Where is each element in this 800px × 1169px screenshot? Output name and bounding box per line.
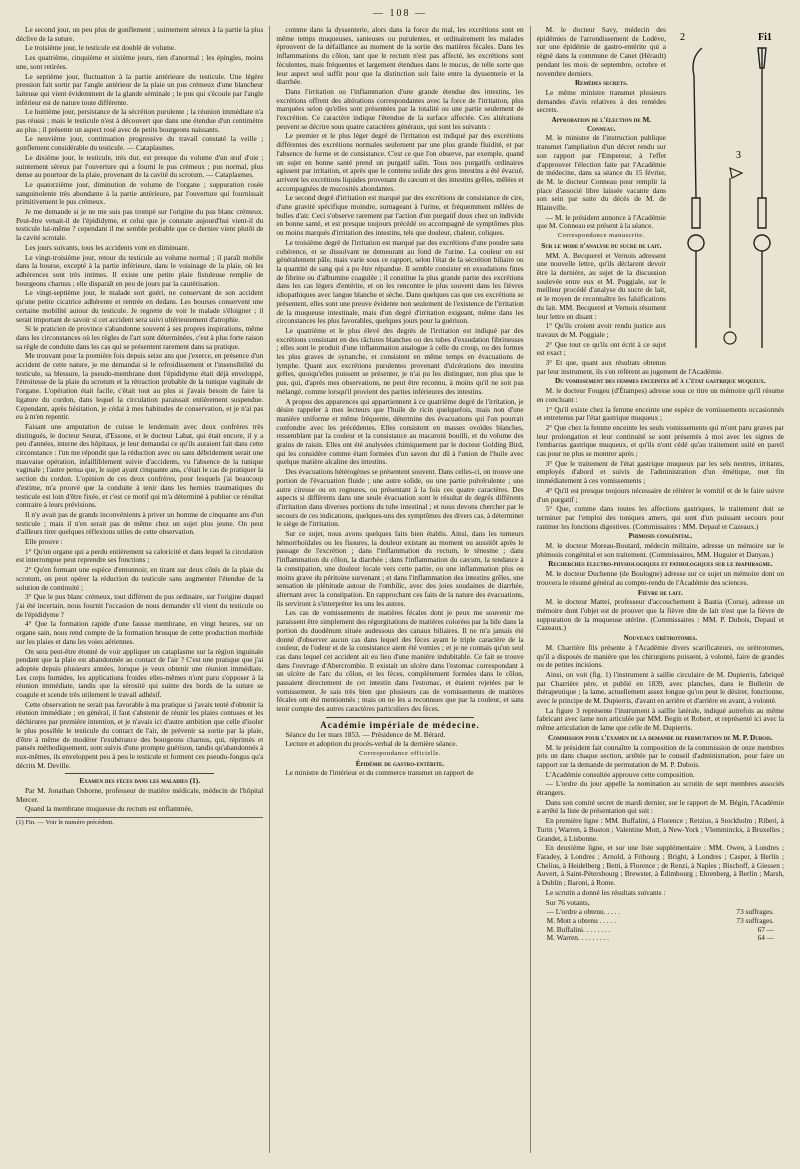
paragraph: Si le praticien de province s'abandonne souvent à ses propres inspirations, même dans les circonstances où les règles de l'art sont déterminées, c'est à plus forte raison sa règle de conduite dans les cas qui se présentent rarement dans sa pratique. (16, 324, 264, 351)
footnote: (1) Fin. — Voir le numéro précédent. (16, 817, 263, 828)
subheading: Approbation de l'élection de M. Conneau. (551, 116, 652, 133)
instrument-drawing-2 (688, 48, 704, 348)
page-number: — 108 — (373, 8, 427, 19)
paragraph: Quand la membrane muqueuse du rectum est enflammée, (25, 804, 193, 814)
column-left (10, 26, 270, 1153)
paragraph: M. le docteur Duchenne (de Boulogne) adresse sur ce sujet un mémoire dont on trouvera le résumé général au compte-rendu de l'Académie des sciences. (536, 569, 784, 587)
newspaper-page (10, 8, 790, 1153)
paragraph: Le septième jour, fluctuation à la partie antérieure du testicule. Une légère pression fait sortir par l'angle antérieur de la plaie un pus crémeux d'une blancheur laiteuse qui vient évidemment de la glande séminale ; le pus qui s'écoule par l'angle inférieur est de nature toute différente. (16, 71, 264, 107)
paragraph: Cette observation ne serait pas favorable à ma pratique si j'avais tenté d'obtenir la réunion immédiate ; en général, il faut s'abstenir de réunir les plaies contuses et les déchirures par première intention, et je n'avais ici d'autre ambition que celle d'isoler le plus possible le testicule du contact de l'air, de prévenir sa sortie par la plaie, d'être à même de modérer l'exubérance des bourgeons charnus, qui, réprimés et pansés méthodiquement, sont suivis d'une prompte guérison, tandis qu'abandonnés à eux-mêmes, ils enveloppent peu à peu le testicule et forment ces pseudo-fongus qu'a décrits M. Deville. (16, 699, 264, 770)
voter-name: M. Mott a obtenu . . . . . (546, 915, 616, 925)
fig3-label: 3 (735, 150, 741, 161)
paragraph: Le scrutin a donné les résultats suivants : (545, 887, 666, 897)
subheading: Correspondance manuscrite. (557, 232, 645, 240)
column-middle (270, 26, 530, 1153)
subheading: Remèdes secrets. (574, 79, 628, 88)
minutes-line: Lecture et adoption du procès-verbal de la dernière séance. (285, 739, 458, 749)
paragraph: Dans l'irritation ou l'inflammation d'une grande étendue des intestins, les excrétions offrent des altérations correspondantes avec la force de l'irritation, plus marquées selon qu'elles sont présentées par la totalité ou une partie seulement de l'excrétion. Ce caractère indique l'étendue de la surface affectée. Ces altérations peuvent se décrire sous quatre caractères généraux, qui sont les suivants : (276, 86, 524, 131)
subheading: Commission pour l'examen de la demande de permutation de M. P. Dubois. (548, 733, 773, 742)
paragraph: 1° Qu'un organe qui a perdu entièrement sa caloricité et dans lequel la circulation est interrompue peut reprendre ses fonctions ; (16, 546, 264, 565)
paragraph: 4° Qu'il est presque toujours nécessaire de réitérer le vomitif et de le faire suivre d'un purgatif ; (536, 485, 784, 504)
subheading: Correspondance officielle. (359, 749, 441, 757)
paragraph: Des évacuations hétérogènes se présentent souvent. Dans celles-ci, on trouve une portion de l'évacuation fluide ; une autre solide, ou une partie pulvérulente ; une autre cireuse ou en rognures, ou présentant à la fois ces quatre caractères. Des aspects si différents dans une seule évacuation sont le résultat de degrés différents d'irritation dans diverses portions du tube intestinal ; et nous devons chercher par le secours de ces indications, quelques-uns des symptômes des divers cas, à déterminer le siège de l'irritation. (276, 467, 524, 529)
paragraph: 3° Et que, quant aux résultats obtenus par leur instrument, ils s'en réfèrent au jugement de l'Académie. (536, 358, 724, 376)
columns (10, 26, 790, 1153)
paragraph: L'Académie consultée approuve cette composition. (545, 769, 695, 779)
urethrotome-figure (672, 28, 784, 358)
column-right (531, 26, 790, 1153)
vote-count: 73 suffrages. (736, 915, 774, 925)
subheading: Recherches électro-physiologiques et pathologiques sur le diaphragme. (548, 560, 773, 569)
paragraph: 4° Que la formation rapide d'une fausse membrane, en vingt heures, sur un organe sain, nous rend compte de la formation brusque de cette production morbide sur les plaies et dans les voies aériennes. (16, 619, 264, 646)
paragraph: — M. le président annonce à l'Académie que M. Conneau est présent à la séance. (536, 212, 666, 231)
paragraph: Sur ce sujet, nous avons quelques faits bien établis. Ainsi, dans les tumeurs hémorrhoïdales ou les fissures, la douleur existant au moment ou aussitôt après le passage de l'excrétion ; dans l'inflammation du rectum, le ténesme ; dans l'inflammation du côlon, la diarrhée ; dans l'inflammation du cæcum, la tendance à la constipation, une douleur locale vers cette partie, ou une inflammation plus ou moins grave du péritoine survenant ; et dans l'inflammation des intestins grêles, une sensation de plénitude autour de l'ombilic, avec des joies soudaines de diarrhée, alternant avec la constipation. En rapprochant ces faits de la nature des évacuations, ils serviront à s'interpréter les uns les autres. (276, 529, 524, 608)
fig2-label: 2 (679, 32, 685, 43)
paragraph: Je me demande si je ne me suis pas trompé sur l'origine du pus blanc crémeux. Peut-être venait-il de l'épididyme, et celui que je constate aujourd'hui vient-il du testicule lui-même ? cependant il me semble probable que ce dernier vient plutôt de la cavité scrotale. (16, 207, 264, 243)
paragraph: 1° Qu'ils croient avoir rendu justice aux travaux de M. Poggiale ; (536, 321, 666, 339)
vote-count: 67 — (757, 924, 774, 934)
voter-name: M. Buffalini. . . . . . . . (546, 924, 611, 934)
paragraph: Le premier et le plus léger degré de l'irritation est indiqué par des excrétions différentes des excrétions normales seulement par une plus grande fluidité, et par l'absence de forme et de consistance. C'est ce que l'on observe, par exemple, quand un sujet en bonne santé prend un purgatif salin. Tous nos purgatifs ordinaires agissent par irritation, et après que le contenu solide des gros intestins a été évacué, arrivent les excrétions liquides provenant du cæcum et des intestins grêles, mêlées et accompagnées de mucosités abondantes. (276, 131, 524, 193)
paragraph: Le vingt-troisième jour, retour du testicule au volume normal ; il paraît mobile dans la bourse, excepté à la partie inférieure, dans le voisinage de la plaie, où les adhérences sont très intimes. Il existe une petite plaie fistuleuse remplie de bourgeons charnus ; elle disparaît en peu de jours par la cautérisation. (16, 252, 264, 288)
academy-title: Académie impériale de médecine. (320, 719, 480, 730)
vote-count: 64 — (757, 933, 774, 943)
paragraph: Me trouvant pour la première fois depuis seize ans que j'exerce, en présence d'un accident de cette nature, je me demandai si le refroidissement et l'insensibilité du testicule, sa blessure, la pseudo-membrane dont l'épididyme était déjà enveloppé, l'étroitesse de la plaie du scrotum et la rétraction probable de la tunique vaginale de l'organe. L'opération était facile, c'était tout au plus si j'avais besoin de faire la ligature du cordon, dans lequel la circulation paraissait entièrement suspendue. Cependant, après hésitation, je cédai à mes habitudes de conservation, et je n'ai pas eu à m'en repentir. (16, 351, 264, 422)
paragraph: La figure 3 représente l'instrument à saillie latérale, indiqué autrefois au même fabricant avec lame non articulée par MM. Begin et Robert, et représenté ici avec la même articulation de lame que celle de M. Dupierris. (536, 705, 784, 733)
paragraph: 3° Que le pus blanc crémeux, tout différent du pus ordinaire, sur l'origine duquel j'ai été incertain, nous fournit l'occasion de nous demander s'il vient du testicule ou de l'épididyme ? (16, 592, 264, 619)
paragraph: Elle prouve : (25, 537, 63, 547)
paragraph: Le troisième degré de l'irritation est marqué par des excrétions d'une poudre sans cohérence, et se dissolvant ne demeurant au fond de l'urine. La couleur en est généralement pâle, mais varie sous ce rapport, selon l'état de la sécrétion biliaire ou la quantité de sang qui a pu être répandue. Il semble consister en exsudations fines de fibrine ou d'albumine coagulée ; il constitue la plus grande partie des excrétions dans les cas légers d'entérite, et on les rencontre le plus souvent dans les fièvres idiopathiques avec langue blanche et sèche. Dans quelques cas que ces excrétions se présentent, elles sont une preuve évidente non seulement de l'existence de l'irritation de la muqueuse intestinale, mais d'un degré d'irritation exigeant, même dans les circonstances les plus favorables, quelques jours pour la guérison. (276, 237, 524, 326)
section-rule (326, 717, 474, 718)
paragraph: comme dans la dyssenterie, alors dans la force du mal, les excrétions sont en même temps muqueuses, sanieuses ou purulentes, et ordinairement les malades éprouvent de la défaillance au moment de la sortie des matières fécales. Dans les inflammations du côlon, tant que le rectum n'est pas affecté, les excrétions sont féculentes, mais fréquentes et largement étendues dans le mucus, de telle sorte que leur aspect seul suffit pour que la distinction soit faite entre la dyssenterie et la diarrhée. (276, 26, 524, 87)
section-rule (65, 773, 213, 774)
subheading: Du vomissement des femmes enceintes dû à l'état gastrique muqueux. (554, 377, 766, 386)
session-line: Séance du 1er mars 1853. — Présidence de M. Bérard. (285, 729, 446, 739)
subheading: Phimosis congénital. (628, 532, 693, 541)
paragraph: M. le ministre de l'instruction publique transmet l'ampliation d'un décret rendu sur son rapport par l'Empereur, à l'effet d'approuver l'élection faite par l'Académie de médecine, dans sa séance du 15 février, de M. le docteur Conneau pour remplir la place d'associé libre laissée vacante dans son sein par suite du décès de M. de Blainville. (536, 133, 666, 213)
paragraph: Les jours suivants, tous les accidents vont en diminuant. (25, 242, 190, 252)
paragraph: Le ministre de l'intérieur et du commerce transmet un rapport de (285, 768, 474, 778)
paragraph: Le dixième jour, le testicule, très dur, est presque du volume d'un œuf d'oie ; suintement séreux par l'ouverture qui a fourni le pus crémeux ; pus normal, plus dense au pourtour de la plaie, provenant de la cavité du scrotum. — Cataplasmes. (16, 152, 264, 180)
paragraph: Dans son comité secret de mardi dernier, sur le rapport de M. Bégin, l'Académie a arrêté la liste de présentation qui suit : (536, 797, 784, 816)
paragraph: 2° Qu'en formant une espèce d'entonnoir, en tirant sur deux côtés de la plaie du scrotum, on peut opérer la réduction du testicule sans augmenter l'étendue de la solution de continuité ; (16, 565, 264, 592)
paragraph: M. le docteur Savy, médecin des épidémies de l'arrondissement de Lodève, sur une épidémie de gastro-entérite qui a régné dans la commune de Canet (Hérault) pendant les mois de septembre, octobre et novembre derniers. (536, 26, 666, 78)
paragraph: Le second jour, un peu plus de gonflement ; suintement séreux à la partie la plus déclive de la suture. (16, 26, 264, 43)
voter-name: — L'ordre a obtenu. . . . . (546, 907, 621, 917)
instrument-drawing-3 (724, 168, 742, 344)
paragraph: M. le docteur Moreau-Boutard, médecin militaire, adresse un mémoire sur le phimosis congénital et son traitement. (Commissaires, MM. Huguier et Danyau.) (536, 541, 784, 559)
paragraph: Sur 76 votants, (545, 897, 590, 907)
section-intro: Par M. Jonathan Osborne, professeur de matière médicale, médecin de l'hôpital Mercer. (16, 786, 264, 804)
subheading: Nouveaux urétrotomes. (623, 634, 698, 643)
vote-results (537, 908, 784, 943)
paragraph: Le quatorzième jour, diminution de volume de l'organe ; suppuration rosée sanguinolente très abondante à la partie antérieure, par l'ouverture qui fournissait primitivement le pus crémeux. (16, 179, 264, 207)
paragraph: Le vingt-septième jour, le malade sort guéri, ne conservant de son accident qu'une petite cicatrice adhérente et rentrée en dedans. Les bourses conservent une certaine mobilité autour du testicule. Je regrette de voir le malade s'éloigner ; il serait important de savoir si cet accident sera suivi ultérieurement d'atrophie. (16, 288, 264, 324)
paragraph: En première ligne : MM. Buffalini, à Florence ; Retzius, à Stockholm ; Riberi, à Turin ; Warren, à Boston ; Valentine Mott, à New-York ; Vlemminckx, à Bruxelles ; Grandet, à Lisbonne. (536, 816, 784, 843)
fig1-label: Fi1 (757, 32, 772, 43)
paragraph: Il n'y avait pas de grands inconvénients à priver un homme de cinquante ans d'un testicule ; mais il n'en serait pas de même chez un sujet plus jeune. On peut d'ailleurs tirer quelques réflexions utiles de cette observation. (16, 509, 264, 537)
vote-count: 73 suffrages. (736, 907, 774, 917)
paragraph: M. Charrière fils présente à l'Académie divers scarificateurs, ou urétrotomes, qu'il a disposés de manière que les chirurgiens puissent, à volonté, faire de grandes ou de petites incisions. (536, 642, 784, 670)
paragraph: 5° Que, comme dans toutes les affections gastriques, le traitement doit se terminer par l'emploi des toniques amers, qui sont d'un puissant secours pour ranimer les fonctions digestives. (Commissaires : MM. Depaul et Cazeaux.) (536, 504, 784, 531)
paragraph: A propos des apparences qui appartiennent à ce quatrième degré de l'irritation, je désire rappeler à mes lecteurs que l'huile de ricin quelquefois, mais non d'une manière uniforme et même fréquente, détermine des évacuations qui l'on pourrait confondre avec les précédentes. Elles consistent en masses ovoïdes blanches, ressemblant par la couleur et la consistance au macaroni bouilli, et du volume des grains de raisin. Elles ont été analysées chimiquement par le docteur Golding Bird, qui les considère comme étant formées d'un savon dur dû à l'union de l'huile avec quelque matière alcaline des intestins. (276, 396, 524, 467)
paragraph: Le neuvième jour, continuation progressive du travail constaté la veille ; gonflement considérable du testicule. — Cataplasmes. (16, 134, 264, 153)
paragraph: Les quatrième, cinquième et sixième jours, rien d'anormal ; les épingles, moins une, sont retirées. (16, 53, 264, 71)
paragraph: MM. A. Becquerel et Vernois adressent une nouvelle lettre, qu'ils déclarent devoir être la dernière, au sujet de la discussion soulevée entre eux et M. Poggiale, sur le meilleur procédé d'analyse du sucre de lait, et le moyen de reconnaître les falsifications du lait. MM. Becquerel et Vernois résument leur lettre en disant : (536, 250, 666, 321)
paragraph: Ainsi, on voit (fig. 1) l'instrument à saillie circulaire de M. Dupierris, fabriqué par Charrière père, et publié en 1839, avec planches, dans le Bulletin de thérapeutique ; la lame, actuellement assez longue qu'on peut le désirer, fonctionne, avec le principe de M. Dupierris, d'avant en arrière et d'arrière en avant, à volonté. (536, 669, 784, 706)
paragraph: — L'ordre du jour appelle la nomination au scrutin de sept membres associés étrangers. (536, 779, 784, 798)
subheading: Sur le mode d'analyse du sucre de lait. (541, 241, 662, 250)
subheading: Fièvre de lait. (637, 588, 683, 597)
paragraph: 3° Que le traitement de l'état gastrique muqueux par les sels neutres, irritants, employés d'abord et suivis de l'administration d'un émétique, met fin immédiatement à ces vomissements ; (536, 458, 784, 486)
paragraph: M. le président fait connaître la composition de la commission de onze membres pris un dans chaque section, arrêtée par le conseil d'administration, pour faire un rapport sur la demande de permutation de M. P. Dubois. (536, 742, 784, 769)
paragraph: Le troisième jour, le testicule est doublé de volume. (25, 43, 176, 53)
paragraph: M. le docteur Fougeu (d'Étampes) adresse sous ce titre un mémoire qu'il résume en concluant : (536, 386, 784, 404)
instrument-drawing-1 (754, 48, 770, 348)
paragraph: Le même ministre transmet plusieurs demandes d'avis relatives à des remèdes secrets. (536, 87, 666, 115)
paragraph: M. le docteur Mattei, professeur d'accouchement à Bastia (Corse), adresse un mémoire dont l'objet est de prouver que la fièvre dite de lait n'est que la fièvre de suppuration de la muqueuse utérine. (Commissaires : MM. P. Dubois, Depaul et Cazeaux.) (536, 597, 784, 633)
paragraph: 1° Qu'il existe chez la femme enceinte une espèce de vomissements occasionnés et entretenus par l'état gastrique muqueux ; (536, 404, 784, 423)
voter-name: M. Warren. . . . . . . . . (546, 933, 609, 943)
paragraph: Le quatrième et le plus élevé des degrés de l'irritation est indiqué par des excrétions consistant en des râclures blanches ou des tubes d'exsudation fibrineuses ; elles sont le produit d'une inflammation analogue à celle du croup, ou des formes les plus graves de synanche, et consistent en même temps en évacuations de lymphe. Quant aux excrétions purulentes provenant d'ulcérations des intestins grêles, quoiqu'elles puissent se présenter, je n'ai pu les distinguer, non plus que le pus, qui, d'après mes observations, ne peut être reconnu, à moins qu'il ne soit pas mélangé, comme lorsqu'il provient des parties inférieures des intestins. (276, 325, 524, 396)
paragraph: Le huitième jour, persistance de la sécrétion purulente ; la réunion immédiate n'a pas réussi ; mais le testicule n'est à découvert que dans une étendue d'un centimètre au plus ; il présente un aspect rosé avec de petits bourgeons naissants. (16, 107, 264, 134)
section-heading: Examen des fèces dans les maladies (1). (79, 777, 200, 786)
subheading: Épidémie de gastro-entérite. (355, 759, 445, 768)
paragraph: On sera peut-être étonné de voir appliquer un cataplasme sur la région inguinale pendant que la plaie est abandonnée au contact de l'air ? C'est une pratique que j'ai adoptée depuis plusieurs années, lorsque je veux obtenir une réunion immédiate. Les corps humides, les applications froides elles-mêmes n'ont paru s'opposer à la réunion immédiate, tandis que la sérosité qui suinte des bords de la suture se coagule et scende très utilement le travail adhésif. (16, 646, 264, 700)
paragraph: Faisant une amputation de cuisse le lendemain avec deux confrères très distingués, le docteur Seurat, d'Essone, et le docteur Labat, qui était encore, il y a peu d'années, interne des hôpitaux, je leur demandai ce qu'ils auraient fait dans cette circonstance : l'un me répondit que la réduction avec ou sans débridement serait une mauvaise opération, infailliblement suivie d'accidents, vu l'absence de la tunique vaginale ; l'autre pensa que, le sujet ayant cinquante ans, c'était le cas de pratiquer la section du cordon. L'opinion de ces deux confrères, pour lesquels j'ai beaucoup d'estime, m'a prouvé que la conduite à tenir dans les hernies traumatiques du testicule est loin d'être fixée, et c'est ce motif qui m'a déterminé à publier ce résultat contraire à leurs prévisions. (16, 421, 264, 510)
paragraph: Le second degré d'irritation est marqué par des excrétions de consistance de cire, d'une gravité spécifique moindre, surnageant à l'urine, et fréquemment mêlées de bulles d'air. Ceci s'observe rarement par l'action d'un purgatif doux chez un individu en bonne santé, et est presque toujours précédé ou accompagné de symptômes plus ou moins marqués d'irritation des intestins, tels que douleur, chaleur, coliques. (276, 193, 524, 238)
paragraph: En deuxième ligne, et sur une liste supplémentaire : MM. Owen, à Londres ; Faradey, à Londres ; Arnold, à Fribourg ; Bright, à Londres ; Casper, à Berlin ; Chelius, à Heidelberg ; Betti, à Florence ; de Renzi, à Naples ; Bischoff, à Giessen ; Auvert, à Saint-Pétersbourg ; Brewster, à Édimbourg ; Ehrenberg, à Berlin ; Marsh, à Dublin ; Baroni, à Rome. (536, 843, 784, 888)
paragraph: 2° Que tout ce qu'ils ont écrit à ce sujet est exact ; (536, 339, 666, 358)
vote-row (537, 934, 784, 943)
paragraph: Les cas de vomissements de matières fécales dont je peux me souvenir me paraissent être simplement des régurgitations de matières colorées par la bile dans la portion du duodénum située audessous des canaux biliaires. Il ne m'a jamais été donné d'observer aucun cas dans lequel des fèces ayant le triple caractère de la couleur, de l'odeur et de la consistance aient été vomies ; et je ne connais qu'un seul cas dans lequel cet accident ait eu lieu d'une manière indubitable. Ce fait se trouve dans l'ouvrage d'Abercrombie. Il existait un ulcère dans l'estomac correspondant à un ulcère de l'arc du côlon, et les fèces, complètement formées dans le côlon, passaient directement de cet intestin dans l'estomac, et étaient rejetées par le vomissement. Je sais très bien que plusieurs cas de vomissements de matières fécales ont été mentionnés ; mais on ne les a reconnues que par la couleur, et sans tenir compte des autres caractères particuliers des fèces. (276, 608, 524, 714)
paragraph: 2° Que chez la femme enceinte les seuls vomissements qui m'ont paru graves par leur prolongation et leur continuité se sont présentés à moi avec les signes de l'embarras gastrique muqueux, et qu'ils n'ont cédé qu'au traitement usité en pareil cas pour ne plus se montrer après ; (536, 422, 784, 459)
